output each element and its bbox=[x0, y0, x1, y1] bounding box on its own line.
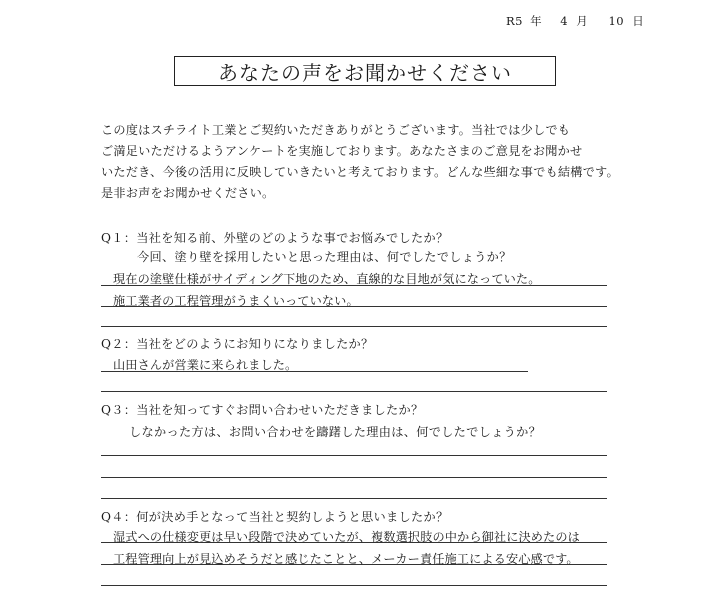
date-month-unit: 月 bbox=[576, 14, 589, 28]
answer-4-line-2[interactable]: 工程管理向上が見込めそうだと感じたことと、メーカー責任施工による安心感です。 bbox=[113, 552, 579, 566]
intro-line-3: いただき、今後の活用に反映していきたいと考えております。どんな些細な事でも結構です。 bbox=[101, 165, 619, 179]
date-month: 4 bbox=[560, 14, 569, 28]
date-era-year: R5 bbox=[506, 14, 523, 28]
answer-3-rule-1 bbox=[101, 455, 607, 456]
date-line bbox=[506, 13, 644, 29]
answer-3-rule-2 bbox=[101, 477, 607, 478]
question-4-label: Q４：何が決め手となって当社と契約しようと思いましたか？ bbox=[101, 510, 449, 524]
date-day-unit: 日 bbox=[632, 14, 645, 28]
answer-1-line-1[interactable]: 現在の塗壁仕様がサイディング下地のため、直線的な目地が気になっていた。 bbox=[113, 272, 541, 286]
answer-1-rule-2 bbox=[101, 306, 607, 307]
answer-1-rule-1 bbox=[101, 285, 607, 286]
question-2-label: Q２：当社をどのようにお知りになりましたか？ bbox=[101, 337, 374, 351]
question-3-sub: しなかった方は、お問い合わせを躊躇した理由は、何でしたでしょうか？ bbox=[129, 425, 542, 439]
answer-2-rule-1 bbox=[101, 371, 528, 372]
answer-4-rule-3 bbox=[101, 585, 607, 586]
answer-2-rule-2 bbox=[101, 391, 607, 392]
answer-2-line-1[interactable]: 山田さんが営業に来られました。 bbox=[113, 358, 298, 372]
date-year-unit: 年 bbox=[530, 14, 543, 28]
question-1-sub: 今回、塗り壁を採用したいと思った理由は、何でしたでしょうか？ bbox=[137, 250, 512, 264]
answer-1-line-2[interactable]: 施工業者の工程管理がうまくいっていない。 bbox=[113, 294, 359, 308]
question-3-label: Q３：当社を知ってすぐお問い合わせいただきましたか？ bbox=[101, 403, 424, 417]
answer-4-rule-2 bbox=[101, 564, 607, 565]
intro-line-1: この度はスチライト工業とご契約いただきありがとうございます。当社では少しでも bbox=[101, 123, 571, 137]
date-day: 10 bbox=[608, 14, 625, 28]
answer-4-rule-1 bbox=[101, 542, 607, 543]
intro-line-2: ご満足いただけるようアンケートを実施しております。あなたさまのご意見をお聞かせ bbox=[101, 144, 583, 158]
question-1-label: Q１：当社を知る前、外壁のどのような事でお悩みでしたか？ bbox=[101, 231, 449, 245]
answer-3-rule-3 bbox=[101, 498, 607, 499]
answer-4-line-1[interactable]: 湿式への仕様変更は早い段階で決めていたが、複数選択肢の中から御社に決めたのは bbox=[113, 530, 580, 544]
intro-line-4: 是非お声をお聞かせください。 bbox=[101, 186, 275, 200]
answer-1-rule-3 bbox=[101, 326, 607, 327]
page-title: あなたの声をお聞かせください bbox=[174, 56, 556, 86]
